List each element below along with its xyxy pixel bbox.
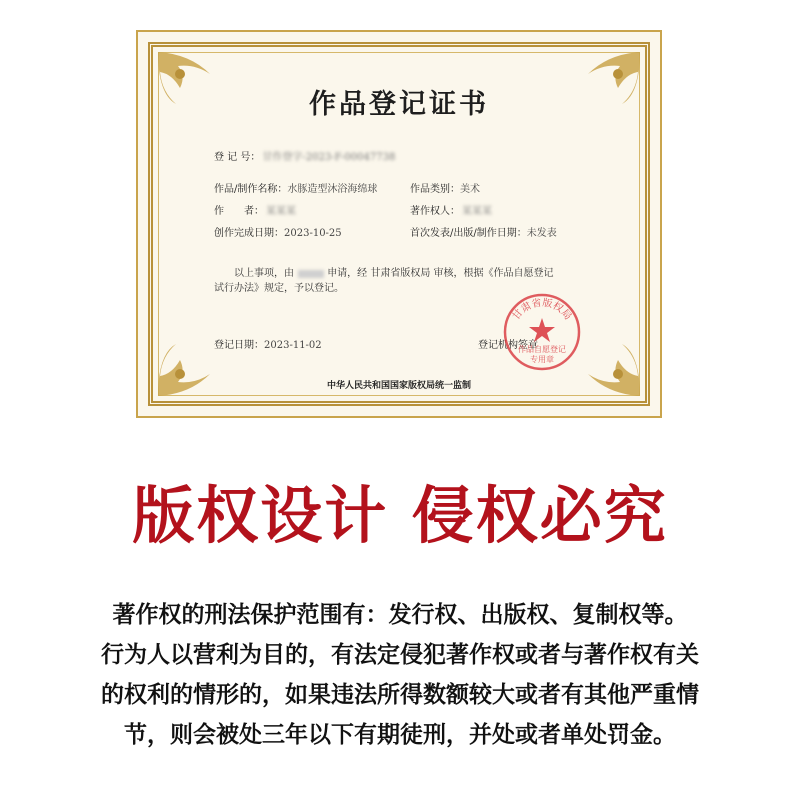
seal-line-2: 专用章 bbox=[530, 355, 554, 364]
publish-date-field: 首次发表/出版/制作日期：未发表 bbox=[410, 228, 557, 239]
owner-field: 著作权人： 某某某 bbox=[410, 206, 492, 217]
paragraph-line-4: 节，则会被处三年以下有期徒刑，并处或者单处罚金。 bbox=[124, 722, 676, 748]
headline: 版权设计 侵权必究 bbox=[132, 479, 668, 552]
author-field: 作 者： 某某某 bbox=[214, 206, 296, 217]
work-name-field: 作品/制作名称：水豚造型沐浴海绵球 bbox=[214, 184, 378, 195]
corner-ornament-icon bbox=[150, 334, 220, 404]
redacted-applicant bbox=[298, 270, 324, 278]
official-seal-icon bbox=[500, 290, 584, 374]
seal-top-text: 甘肃省版权局 bbox=[510, 297, 574, 323]
completion-date-field: 创作完成日期：2023-10-25 bbox=[214, 228, 342, 239]
paragraph-line-1: 著作权的刑法保护范围有：发行权、出版权、复制权等。 bbox=[112, 602, 688, 628]
paragraph-line-3: 的权利的情形的，如果违法所得数额较大或者有其他严重情 bbox=[101, 682, 699, 708]
agency-signature-label: 登记机构签章 bbox=[478, 340, 538, 351]
certificate-body-text: 以上事项，由 申请，经 甘肃省版权局 审核，根据《作品自愿登记 试行办法》规定，予以登记。 bbox=[214, 268, 554, 294]
corner-ornament-icon bbox=[578, 334, 648, 404]
certificate-title: 作品登记证书 bbox=[309, 89, 489, 120]
svg-text:甘肃省版权局 bbox=[509, 296, 574, 323]
category-field: 作品类别：美术 bbox=[410, 184, 480, 195]
registration-date-field: 登记日期：2023-11-02 bbox=[214, 340, 322, 351]
issuer-line: 中华人民共和国国家版权局统一监制 bbox=[326, 381, 471, 391]
seal-line-1: 作品自愿登记 bbox=[518, 345, 566, 354]
paragraph-line-2: 行为人以营利为目的，有法定侵犯著作权或者与著作权有关 bbox=[101, 642, 699, 668]
registration-number: 登 记 号： 甘作登字-2023-F-00047738 bbox=[214, 152, 396, 163]
